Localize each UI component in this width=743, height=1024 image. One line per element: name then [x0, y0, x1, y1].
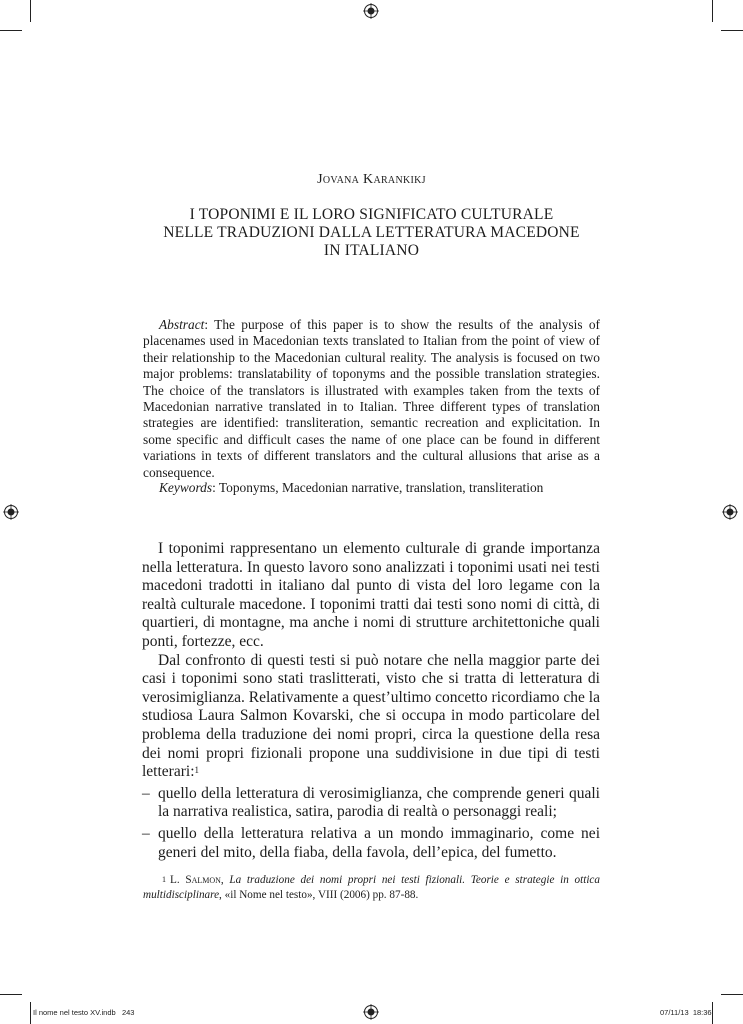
abstract-label: Abstract — [159, 317, 205, 332]
abstract-paragraph — [143, 317, 600, 481]
author-name — [0, 172, 743, 188]
author-last: Karankikj — [363, 172, 426, 187]
footnote-rest: , «il Nome nel testo», VIII (2006) pp. 87-88. — [219, 888, 419, 901]
registration-mark-icon — [363, 1004, 379, 1020]
slug-date — [660, 1008, 712, 1017]
footnote-reference[interactable]: 1 — [194, 765, 199, 776]
slug-date-value: 07/11/13 — [660, 1008, 689, 1017]
keywords-label: Keywords — [159, 480, 213, 495]
list-item-text: quello della letteratura di verosimiglianza, che comprende generi quali la narrativa realistica, satira, parodia di realtà o personaggi reali; — [158, 784, 600, 821]
registration-mark-icon — [3, 504, 19, 520]
body-text — [142, 540, 600, 862]
crop-mark — [0, 994, 22, 995]
crop-mark — [712, 0, 713, 22]
crop-mark — [721, 30, 743, 31]
footnote-title: La traduzione dei nomi propri nei testi fizionali. Teorie e strategie in ottica multidisciplinare — [143, 874, 600, 901]
body-paragraph: I toponimi rappresentano un elemento culturale di grande importanza nella letteratura. In questo lavoro sono analizzati i toponimi usati nei testi macedoni tradotti in italiano dal punto di vista del loro legame con la realtà culturale macedone. I toponimi tratti dai testi sono nomi di città, di quartieri, di montagne, ma anche i nomi di strutture architettoniche quali ponti, fortezze, ecc. — [142, 540, 600, 650]
title-line: NELLE TRADUZIONI DALLA LETTERATURA MACEDONE — [163, 224, 580, 241]
keywords — [143, 480, 600, 496]
list-item-text: quello della letteratura relativa a un mondo immaginario, come nei generi del mito, della fiaba, della favola, dell’epica, del fumetto. — [158, 824, 600, 861]
slug-filename: Il nome nel testo XV.indb 243 — [33, 1008, 135, 1017]
list-item — [142, 785, 600, 822]
title-line: I TOPONIMI E IL LORO SIGNIFICATO CULTURALE — [189, 206, 554, 223]
footnote-sep: , — [220, 874, 230, 886]
registration-mark-icon — [363, 3, 379, 19]
author-first: Jovana — [317, 172, 360, 187]
list-dash: – — [142, 824, 150, 842]
abstract — [143, 317, 600, 481]
title-line: IN ITALIANO — [323, 242, 420, 259]
crop-mark — [712, 1002, 713, 1024]
footnote-number: 1 — [162, 875, 166, 884]
crop-mark — [721, 994, 743, 995]
footnote-author: Salmon — [185, 874, 221, 886]
list-item — [142, 825, 600, 862]
genre-list — [142, 785, 600, 862]
paragraph-text: Dal confronto di questi testi si può notare che nella maggior parte dei casi i toponimi sono stati traslitterati, visto che si tratta di letteratura di verosimiglianza. Relativamente a quest’ultimo concetto ricordiamo che la studiosa Laura Salmon Kovarski, che si occupa in modo particolare del problema della traduzione dei nomi propri, circa la questione della resa dei nomi propri fizionali propone una suddivisione in due tipi di testi letterari: — [142, 651, 600, 781]
footnote — [143, 873, 600, 902]
crop-mark — [30, 1002, 31, 1024]
footnote-initial: L. — [170, 874, 186, 886]
body-paragraph — [142, 652, 600, 782]
crop-mark — [0, 30, 22, 31]
keywords-text: : Toponyms, Macedonian narrative, translation, transliteration — [212, 480, 544, 495]
list-dash: – — [142, 784, 150, 802]
abstract-text: : The purpose of this paper is to show the results of the analysis of placenames used in Macedonian texts translated to Italian from the point of view of their relationship to the Macedonian cultural reality. The analysis is focused on two major problems: translatability of toponyms and the possible translation strategies. The choice of the translators is illustrated with examples taken from the texts of Macedonian narrative translated in to Italian. Three different types of translation strategies are identified: transliteration, semantic recreation and explicitation. In some specific and difficult cases the name of one place can be found in different variations in texts of different translators and the cultural allusions that arise as a consequence. — [143, 317, 600, 480]
slug-time: 18:36 — [692, 1008, 712, 1017]
article-title — [120, 206, 623, 260]
crop-mark — [30, 0, 31, 22]
registration-mark-icon — [722, 504, 738, 520]
